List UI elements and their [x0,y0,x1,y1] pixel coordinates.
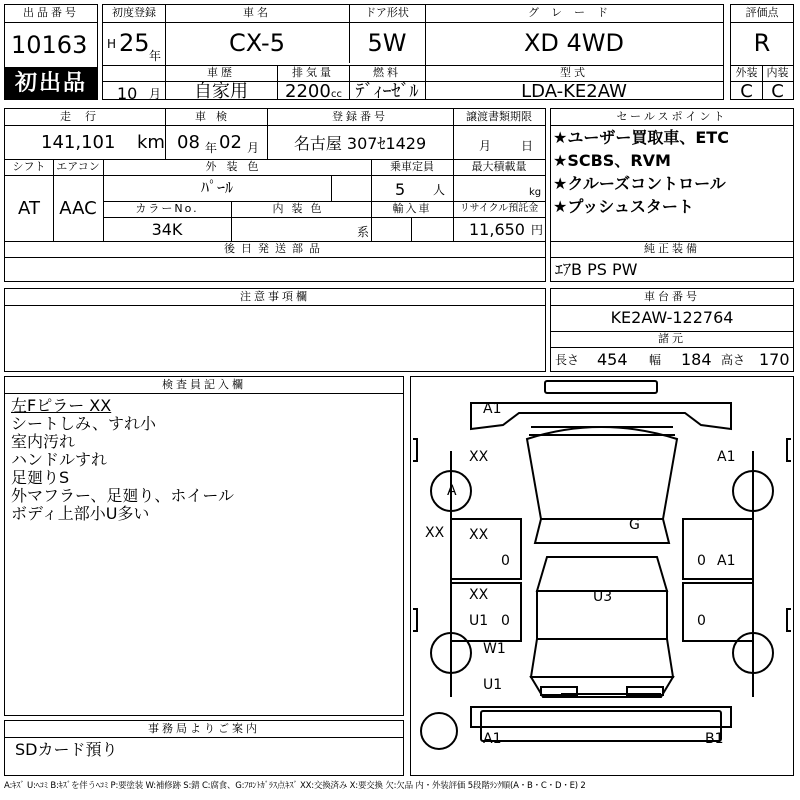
door-label: ドア形状 [365,6,409,19]
chassis-box [550,288,794,372]
seats-unit: 人 [433,183,446,197]
month-unit: 月 [149,87,162,101]
int-label: 内装 [766,66,789,79]
damage-mark: G [629,517,640,533]
mileage-unit: km [137,132,165,153]
damage-mark: U1 [469,613,489,629]
history-label: 車歴 [207,66,235,79]
lot-box [4,4,98,100]
era: H [107,37,117,51]
import-label: 輸入車 [392,202,432,215]
damage-mark: B1 [705,731,724,747]
history: 自家用 [194,81,248,102]
transfer-day: 日 [521,139,534,153]
door-type: 5W [367,29,407,57]
grade: XD 4WD [523,29,625,57]
damage-mark: A1 [717,553,736,569]
load-label: 最大積載量 [471,160,527,173]
seats: 5 [395,180,406,199]
office-label: 事務局よりご案内 [148,722,260,735]
damage-mark: U1 [483,677,503,693]
damage-mark: A1 [717,449,736,465]
recycle-label: リサイクル預託金 [459,203,539,214]
inspect-year: 08 [177,132,200,153]
damage-mark: A1 [483,401,502,417]
inspect-label: 車検 [195,110,237,123]
inspector-box [4,376,404,716]
damage-mark: W1 [483,641,506,657]
car-name: CX-5 [229,29,285,57]
reg-year: 25 [119,29,150,57]
ext-label: 外装 [735,66,758,79]
displacement: 2200 [285,81,331,102]
mileage: 141,101 [41,132,116,153]
office-box [4,720,404,776]
seats-label: 乗車定員 [390,160,434,173]
inspector-note: 足廻りS [11,468,70,487]
height-label: 高さ [721,353,746,367]
car-diagram [410,376,794,776]
model-label: 型式 [560,66,588,79]
plate-label: 登録番号 [332,110,388,123]
reg-label: 初度登録 [112,6,156,19]
colorno: 34K [151,220,183,239]
caution-box [4,288,546,372]
score: R [753,29,771,57]
disp-unit: cc [331,89,342,100]
details-box [4,108,546,282]
length-label: 長さ [555,353,580,367]
fuel: ﾃﾞｨｰｾﾞﾙ [355,81,419,102]
later-parts-label: 後日発送部品 [224,242,326,255]
color-label: 外装色 [205,160,269,173]
recycle: 11,650 [469,220,525,239]
damage-mark: 0 [501,553,510,569]
sales-box [550,108,794,282]
interior-label: 内装色 [272,202,330,215]
legend: A:ｷｽﾞ U:ﾍｺﾐ B:ｷｽﾞを伴うﾍｺﾐ P:要塗装 W:補修跡 S:錆 C:腐食、G:ﾌﾛﾝﾄｶﾞﾗｽ点ｷｽﾞ XX:交換済み X:要交換 欠:欠品 内・外装評価 5段階ﾗﾝｸ順(A・B・C・D・E) 2 [4,781,586,791]
disp-label: 排気量 [292,66,334,79]
shift-label: シフト [12,160,46,173]
damage-mark: XX [469,449,489,465]
score-label: 評価点 [745,6,779,19]
damage-mark: 0 [697,553,706,569]
height: 170 [759,350,790,369]
transfer-label: 譲渡書類期限 [466,110,532,123]
sales-point: ★ユーザー買取車、ETC [553,128,729,147]
dims-label: 諸元 [658,332,686,345]
inspector-note: ボディ上部小U多い [11,504,150,523]
mileage-label: 走行 [60,110,110,123]
int-score: C [771,81,784,102]
damage-mark: XX [425,525,445,541]
inspector-note: 外マフラー、足廻り、ホイール [11,486,235,505]
chassis-number: KE2AW-122764 [610,308,734,327]
damage-mark: XX [469,587,489,603]
transfer-month: 月 [479,139,492,153]
damage-mark: 0 [697,613,706,629]
caution-label: 注意事項欄 [240,290,310,303]
color: ﾊﾟｰﾙ [200,178,233,197]
first-listing-label: 初出品 [14,71,87,96]
inspector-note: 左Fピラー XX [11,396,112,415]
damage-mark: XX [469,527,489,543]
damage-mark: A1 [483,731,502,747]
inspector-note: 室内汚れ [11,432,76,451]
ac-label: エアコン [56,160,100,173]
score-box [730,4,794,100]
width: 184 [681,350,712,369]
sales-point: ★プッシュスタート [553,197,694,216]
inspect-month: 02 [219,132,242,153]
inspector-note: シートしみ、すれ小 [11,414,156,433]
interior-unit: 系 [357,225,370,239]
sales-label: セールスポイント [616,110,728,123]
car-outline-drawing [411,377,793,775]
plate-number: 名古屋 307ｾ1429 [293,134,427,153]
lot-label: 出品番号 [23,6,79,19]
lot-number: 10163 [11,31,88,59]
damage-mark: A [447,483,457,499]
chassis-label: 車台番号 [644,290,700,303]
width-label: 幅 [649,353,662,367]
length: 454 [597,350,628,369]
office-text: SDカード預り [15,740,118,759]
load-unit: kg [529,187,542,198]
inspect-month-unit: 月 [247,141,260,155]
year-unit: 年 [149,49,162,63]
damage-mark: U3 [593,589,613,605]
inspector-label: 検査員記入欄 [162,378,246,391]
fuel-label: 燃料 [373,66,401,79]
shift: AT [18,198,40,219]
reg-month: 10 [117,84,138,103]
header-box [102,4,724,103]
recycle-unit: 円 [531,223,544,237]
first-listing-badge [5,67,97,99]
equip-label: 純正装備 [644,242,700,255]
inspector-note: ハンドルすれ [11,450,108,469]
damage-mark: 0 [501,613,510,629]
ac: AAC [59,198,97,219]
sales-point: ★SCBS、RVM [553,151,671,170]
model: LDA-KE2AW [521,81,627,102]
ext-score: C [740,81,753,102]
car-label: 車名 [243,6,271,19]
colorno-label: カラーNo. [135,202,199,215]
inspect-year-unit: 年 [205,141,218,155]
sales-point: ★クルーズコントロール [553,174,726,193]
grade-label: グレード [528,6,620,19]
equipment: ｴｱB PS PW [555,260,638,279]
